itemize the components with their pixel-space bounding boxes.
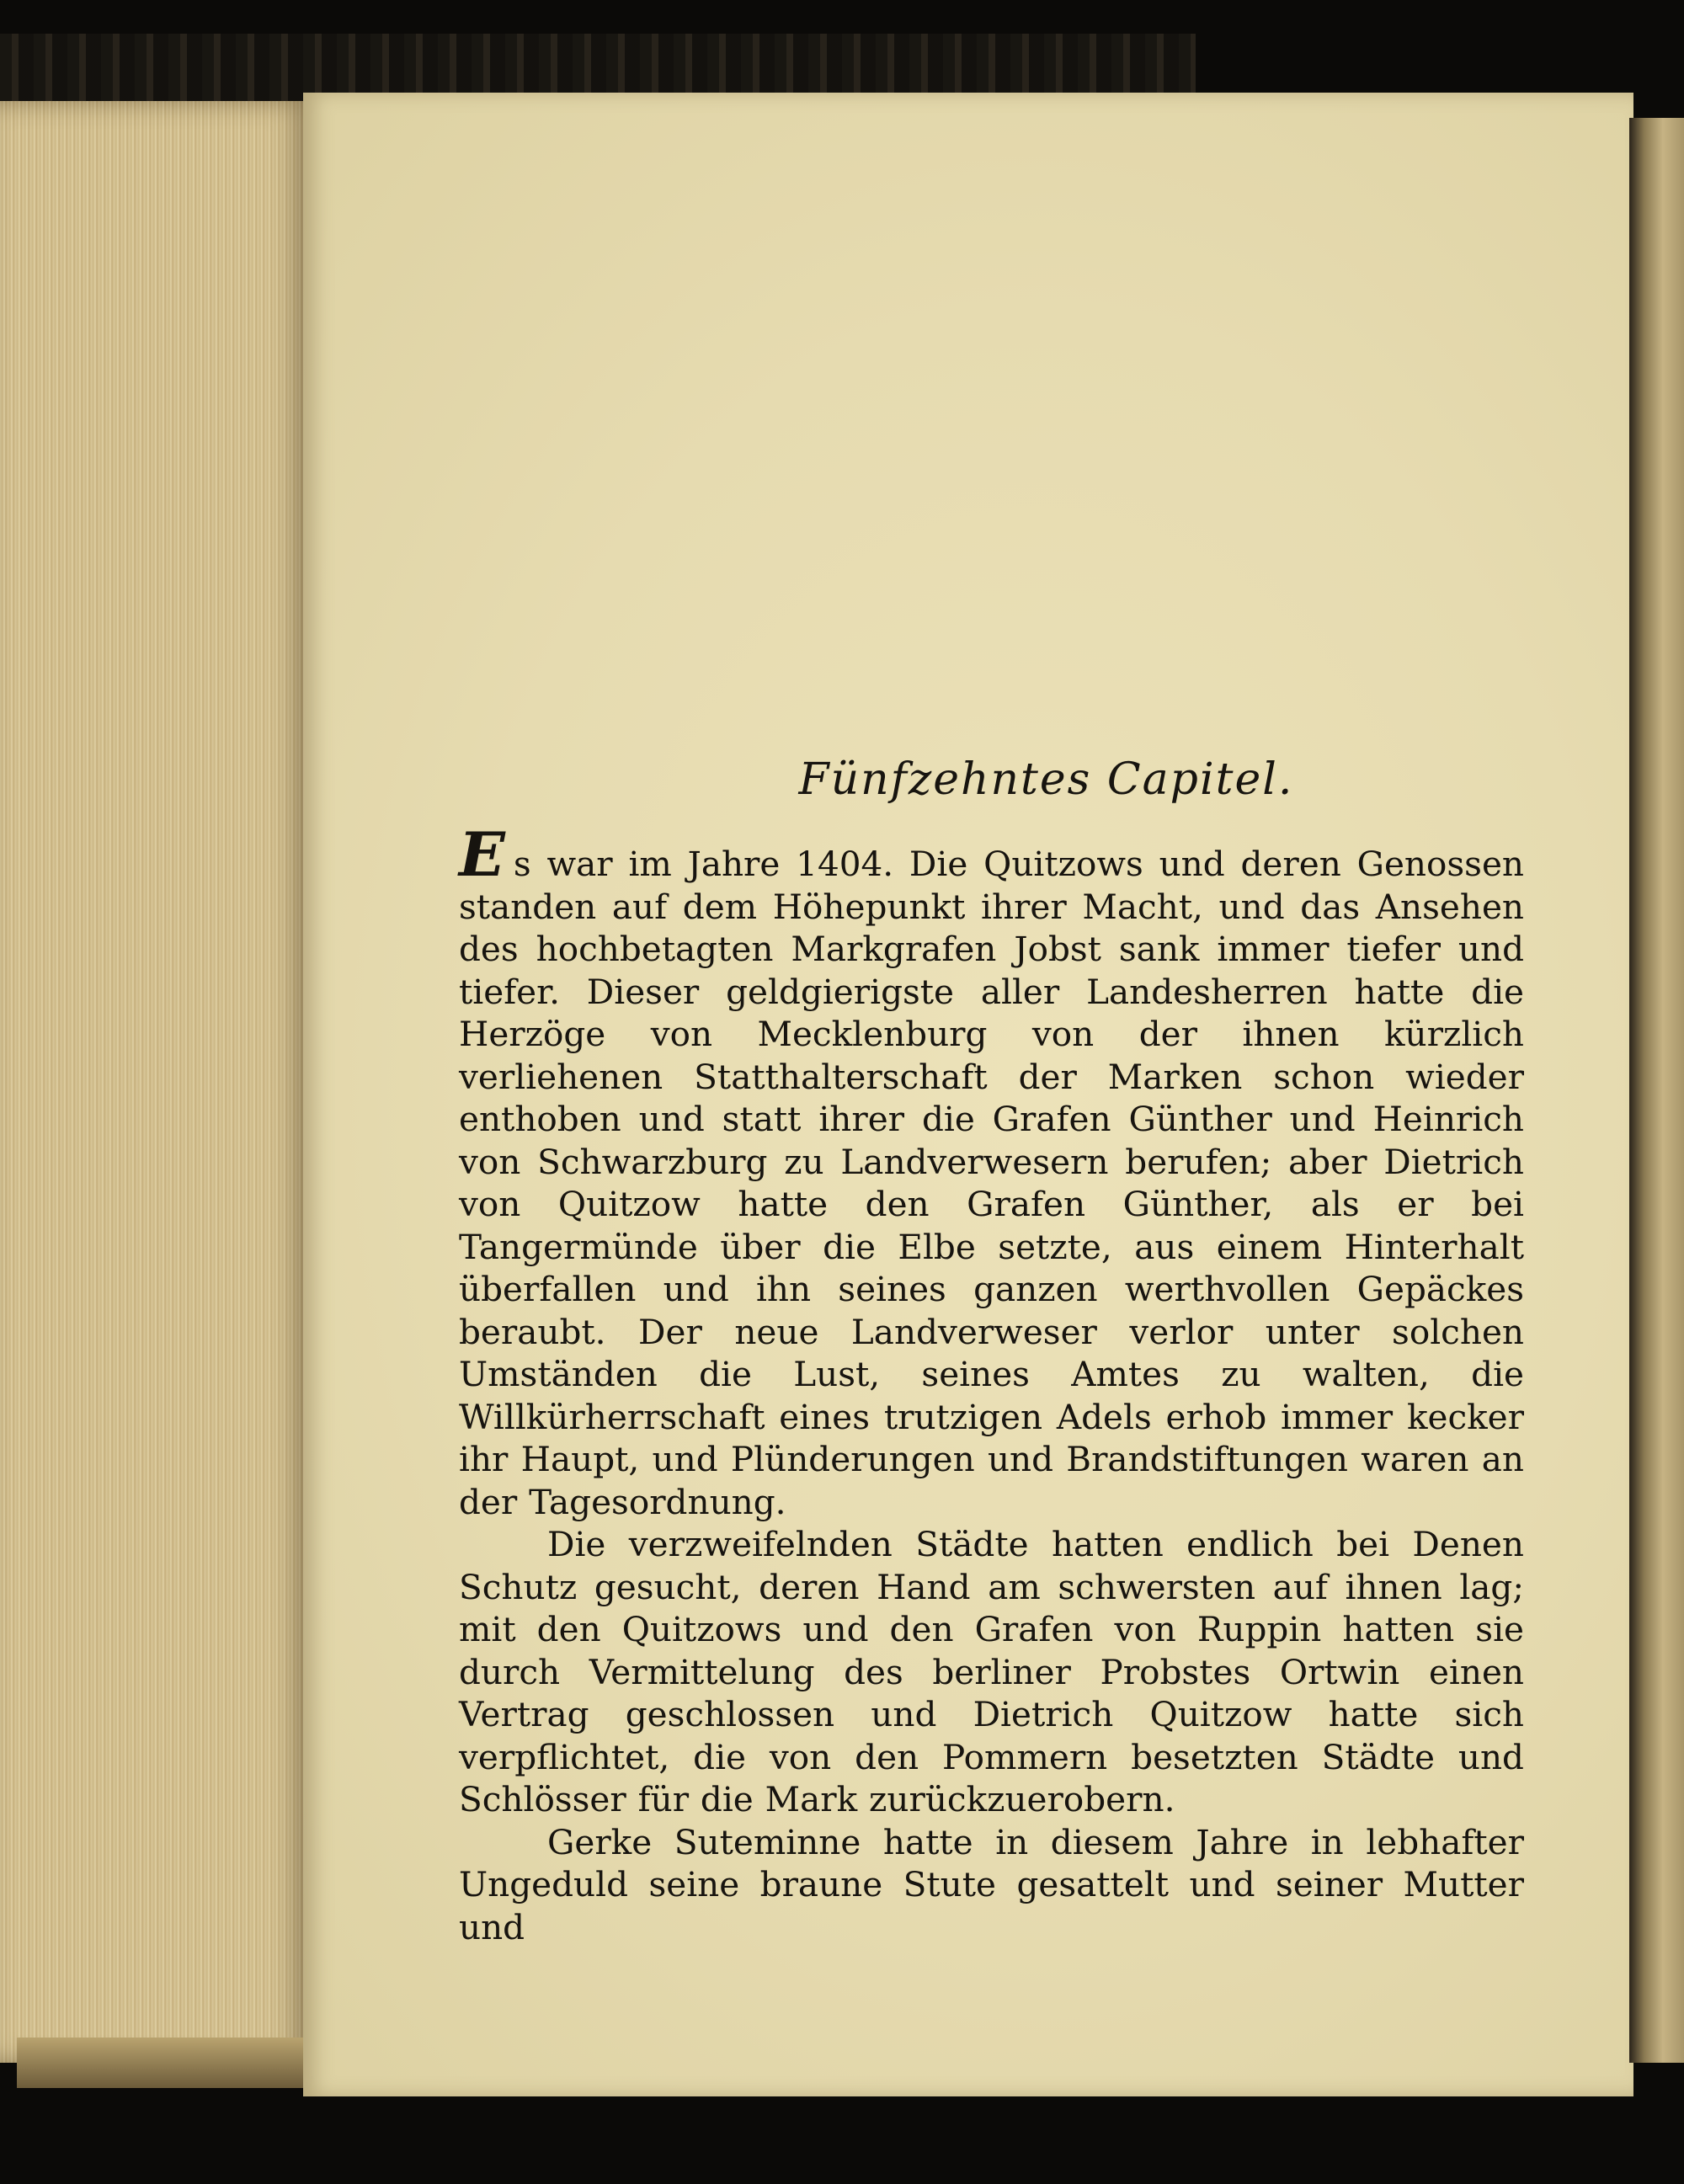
page-edges-stack xyxy=(0,101,312,2063)
page-text xyxy=(459,754,1524,1948)
paragraph-2: Die verzweifelnden Städte hatten endlich bei Denen Schutz gesucht, deren Hand am schwersten auf ihnen lag; mit den Quitzows und den Grafen von Ruppin hatten sie durch Vermittelung des berliner Probstes Ortwin einen Vertrag geschlossen und Dietrich Quitzow hatte sich verpflichtet, die von den Pommern besetzten Städte und Schlösser für die Mark zurückzuerobern. xyxy=(459,1524,1524,1820)
page-edges-bottom xyxy=(17,2038,303,2088)
next-page-edge xyxy=(1629,118,1684,2063)
paragraph-1 xyxy=(459,818,1524,1523)
paragraph-3: Gerke Suteminne hatte in diesem Jahre in lebhafter Ungeduld seine braune Stute gesattelt und seiner Mutter und xyxy=(459,1821,1524,1947)
drop-cap: E xyxy=(459,818,505,891)
paragraph-1-text: s war im Jahre 1404. Die Quitzows und deren Genossen standen auf dem Höhepunkt ihrer Macht, und das Ansehen des hochbetagten Markgrafen Jobst sank immer tiefer und tiefer. Dieser geldgierigste aller Landesherren hatte die Herzöge von Mecklenburg von der ihnen kürzlich verliehenen Statthalterschaft der Marken schon wieder enthoben und statt ihrer die Grafen Günther und Heinrich von Schwarzburg zu Landverwesern berufen; aber Dietrich von Quitzow hatte den Grafen Günther, als er bei Tangermünde über die Elbe setzte, aus einem Hinterhalt überfallen und ihn seines ganzen werthvollen Gepäckes beraubt. Der neue Landverweser verlor unter solchen Umständen die Lust, seines Amtes zu walten, die Willkürherrschaft eines trutzigen Adels erhob immer kecker ihr Haupt, und Plünderungen und Brandstiftungen waren an der Tagesordnung. xyxy=(459,844,1524,1522)
chapter-title: Fünfzehntes Capitel. xyxy=(798,754,1294,805)
